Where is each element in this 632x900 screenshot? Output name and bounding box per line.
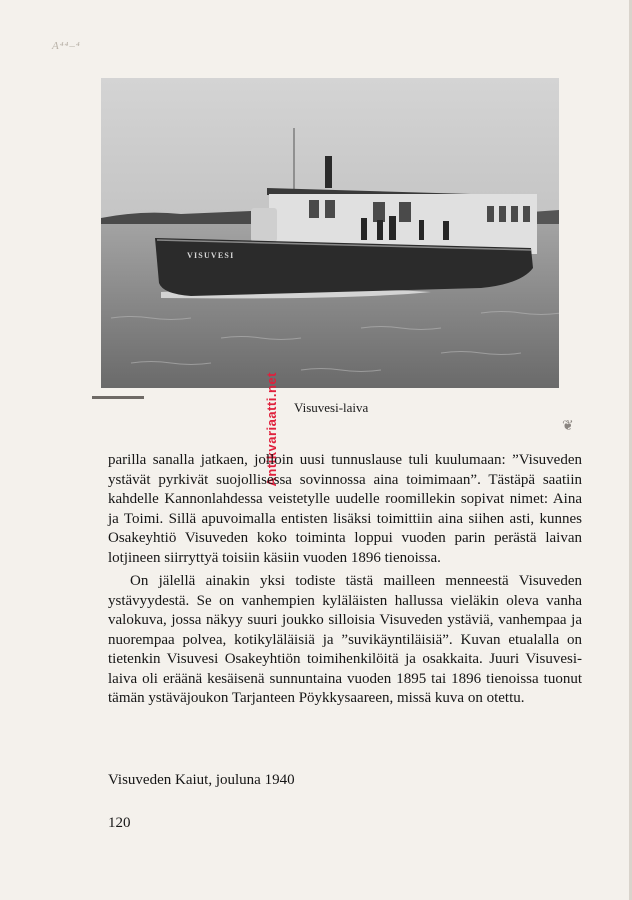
wheelhouse <box>251 208 277 242</box>
body-text <box>108 451 582 709</box>
paragraph: parilla sanalla jatkaen, jolloin uusi tunnuslause tuli kuulumaan: ”Visuveden ystävät pyrkivät suojollisessa sovinnossa aina toimimaan”. Tästäpä saatiin kahdelle Kannonlahdessa veistetylle uudelle roomillekin sopivat nimet: Aina ja Toimi. Sillä apuvoimalla entisten lisäksi toimittiin aina siihen asti, kunnes Osakeyhtiö Visuveden koko toiminta loppui vuoden parin perästä laivan lotjineen siirryttyä toisiin käsiin vuoden 1896 tienoissa. <box>108 452 582 566</box>
funnel <box>325 156 332 188</box>
hull <box>155 238 533 296</box>
ornament-icon: ❦ <box>562 419 574 434</box>
page-number: 120 <box>108 815 131 831</box>
hull-name: VISUVESI <box>187 251 235 260</box>
steamboat-photo-drawing <box>101 78 559 388</box>
steamboat-photo <box>101 78 559 388</box>
watermark: Antikvariaatti.net <box>264 372 279 487</box>
source-signature: Visuveden Kaiut, jouluna 1940 <box>108 772 295 788</box>
photo-caption: Visuvesi-laiva <box>294 400 369 415</box>
pencil-mark: A⁴⁴–⁴ <box>52 40 81 52</box>
scan-artifact <box>92 396 144 399</box>
paragraph: On jälellä ainakin yksi todiste tästä mailleen menneestä Visuveden ystävyydestä. Se on vanhempien kyläläisten hallussa vieläkin oleva vanha valokuva, jossa näkyy suuri joukko silloisia Visuveden ystäviä, vanhempaa ja nuorempaa polvea, kotikyläläisiä ja ”suvikäyntiläisiä”. Kuvan etualalla on tietenkin Visuvesi Osakeyhtiön toimihenkilöitä ja osakkaita. Juuri Visuvesi-laiva oli eräänä kesäisenä sunnuntaina vuoden 1895 tai 1896 tienoissa tuonut tämän ystäväjoukon Tarjanteen Pöykkysaareen, missä kuva on otettu. <box>108 573 582 706</box>
